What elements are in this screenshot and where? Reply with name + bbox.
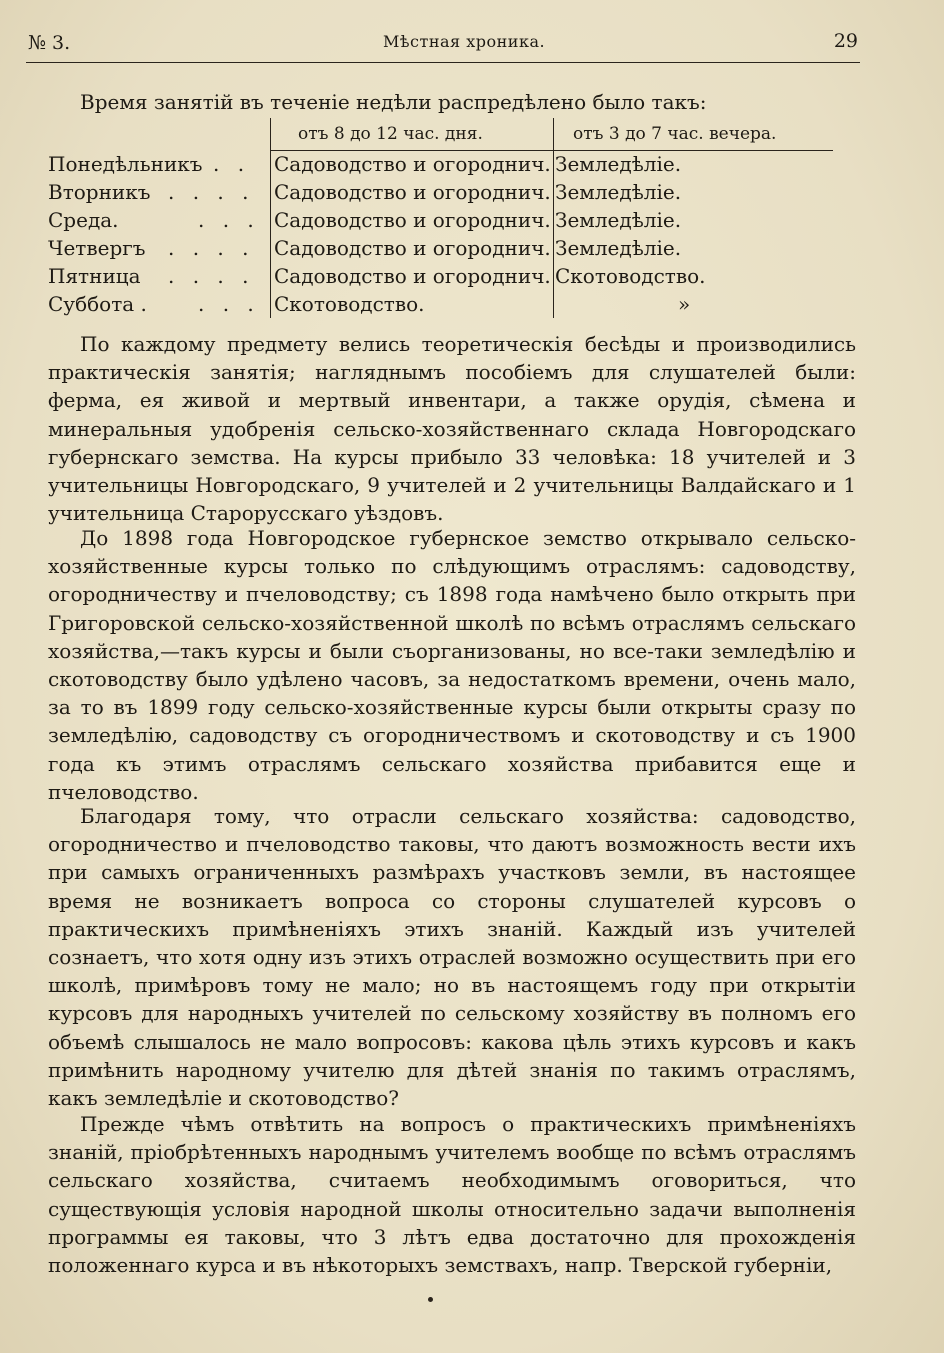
table-row xyxy=(48,180,838,208)
page-number: 29 xyxy=(833,30,858,52)
morning-subject: Садоводство и огороднич. xyxy=(274,208,551,232)
evening-subject: » xyxy=(678,292,691,316)
print-speck xyxy=(428,1297,433,1302)
evening-subject: Земледѣліе. xyxy=(555,208,682,232)
morning-subject: Скотоводство. xyxy=(274,292,425,316)
day-name: Четвергъ xyxy=(48,236,146,260)
leader-dots: . . . xyxy=(198,208,260,232)
morning-subject: Садоводство и огороднич. xyxy=(274,236,551,260)
table-row xyxy=(48,208,838,236)
paragraph: До 1898 года Новгородское губернское земство открывало сельско-хозяйственные курсы только по слѣдующимъ отраслямъ: садоводству, огородничеству и пчеловодству; съ 1898 года намѣчено было открыть при Григоровской сельско-хозяйственной школѣ по всѣмъ отраслямъ сельскаго хозяйства,—такъ курсы и были съорганизованы, но все-таки земледѣлію и скотоводству было удѣлено часовъ, за недостаткомъ времени, очень мало, за то въ 1899 году сельско-хозяйственные курсы были открыты сразу по земледѣлію, садоводству съ огородничествомъ и скотоводству и съ 1900 года къ этимъ отраслямъ сельскаго хозяйства прибавится еще и пчеловодство. xyxy=(48,526,856,804)
paragraph: По каждому предмету велись теоретическія бесѣды и производились практическія занятія; нагляднымъ пособіемъ для слушателей были: ферма, ея живой и мертвый инвентари, а также орудія, сѣмена и минеральныя удобренія сельско-хозяйственнаго склада Новгородскаго губернскаго земства. На курсы прибыло 33 человѣка: 18 учителей и 3 учительницы Новгородскаго, 9 учителей и 2 учительницы Валдайскаго и 1 учительница Старорусскаго уѣздовъ. xyxy=(48,332,856,526)
intro-line: Время занятій въ теченіе недѣли распредѣлено было такъ: xyxy=(80,90,707,114)
evening-subject: Земледѣліе. xyxy=(555,152,682,176)
paragraph: Прежде чѣмъ отвѣтить на вопросъ о практическихъ примѣненіяхъ знаній, пріобрѣтенныхъ народнымъ учителемъ вообще по всѣмъ отраслямъ сельскаго хозяйства, считаемъ необходимымъ оговориться, что существующія условія народной школы относительно задачи выполненія программы ея таковы, что 3 лѣтъ едва достаточно для прохожденія положеннаго курса и въ нѣкоторыхъ земствахъ, напр. Тверской губерніи, xyxy=(48,1112,856,1278)
column-header-morning: отъ 8 до 12 час. дня. xyxy=(298,124,483,144)
day-name: Понедѣльникъ xyxy=(48,152,203,176)
leader-dots: . . . . xyxy=(168,264,255,288)
table-header-rule xyxy=(270,150,833,151)
header-rule xyxy=(26,62,860,63)
day-name: Пятница xyxy=(48,264,141,288)
day-name: Суббота . xyxy=(48,292,147,316)
table-row xyxy=(48,152,838,180)
morning-subject: Садоводство и огороднич. xyxy=(274,180,551,204)
evening-subject: Скотоводство. xyxy=(555,264,706,288)
morning-subject: Садоводство и огороднич. xyxy=(274,264,551,288)
leader-dots: . . . xyxy=(198,292,260,316)
section-title: Мѣстная хроника. xyxy=(383,32,546,51)
table-row xyxy=(48,264,838,292)
leader-dots: . . . . xyxy=(168,236,255,260)
running-header xyxy=(28,28,858,58)
column-header-evening: отъ 3 до 7 час. вечера. xyxy=(573,124,777,144)
morning-subject: Садоводство и огороднич. xyxy=(274,152,551,176)
table-row xyxy=(48,236,838,264)
day-name: Среда. xyxy=(48,208,119,232)
table-row xyxy=(48,292,838,320)
leader-dots: . . xyxy=(213,152,251,176)
day-name: Вторникъ xyxy=(48,180,151,204)
leader-dots: . . . . xyxy=(168,180,255,204)
evening-subject: Земледѣліе. xyxy=(555,236,682,260)
evening-subject: Земледѣліе. xyxy=(555,180,682,204)
paragraph: Благодаря тому, что отрасли сельскаго хозяйства: садоводство, огородничество и пчеловодство таковы, что даютъ возможность вести ихъ при самыхъ ограниченныхъ размѣрахъ участковъ земли, въ настоящее время не возникаетъ вопроса со стороны слушателей курсовъ о практическихъ примѣненіяхъ этихъ знаній. Каждый изъ учителей сознаетъ, что хотя одну изъ этихъ отраслей возможно осуществить при его школѣ, примѣровъ тому не мало; но въ настоящемъ году при открытіи курсовъ для народныхъ учителей по сельскому хозяйству въ полномъ его объемѣ слышалось не мало вопросовъ: какова цѣль этихъ курсовъ и какъ примѣнить народному учителю для дѣтей знанія по такимъ отраслямъ, какъ земледѣліе и скотоводство? xyxy=(48,804,856,1111)
issue-number: № 3. xyxy=(28,32,71,54)
